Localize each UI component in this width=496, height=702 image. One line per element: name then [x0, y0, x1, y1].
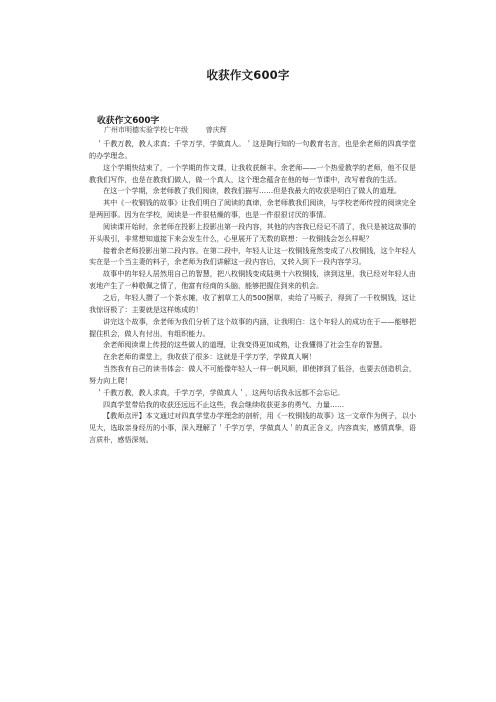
teacher-comment: 【教师点评】本文通过对四真学堂办学理念的剖析，用《一枚铜钱的故事》这一文章作为例子，以小见大，选取亲身经历的小事，深入理解了＇千学万学，学做真人＇的真正含义，内容真实，感情真挚，语言质朴，感悟深刻。: [89, 411, 416, 445]
paragraph-11: 在余老师的课堂上，我收获了很多：这就是千学万学，学做真人啊！: [103, 352, 316, 362]
paragraph-4: 其中《一枚铜钱的故事》让我们明白了阅读的真谛，余老师教我们阅读，与学校老师传授的阅读完全是两回事。因为在学校，阅读是一件很枯燥的事，也是一件很很讨厌的事情。: [89, 198, 416, 220]
byline: 广州市明德实验学校七年级 曾庆辉: [104, 126, 227, 134]
article-title: 收获作文600字: [97, 116, 160, 126]
paragraph-3: 在这一个学期，余老师教了我们阅读，教我们描写……但是我最大的收获是明白了做人的道理。: [103, 186, 401, 196]
paragraph-2: 这个学期快结束了，一个学期的作文课，让我收获颇丰。余老师——一个热爱教学的老师，他不仅是教我们写作，也是在教我们做人，做一个真人，这个理念蕴含在他的每一节课中，改写着我的生活。: [89, 162, 416, 184]
paragraph-7: 故事中的年轻人居然用自己的智慧，把八枚铜钱变成陆奥十六枚铜钱，读到这里，我已经对年轻人由衷地产生了一种敬佩之情了，他富有经商的头脑，能够把握住到来的机会。: [89, 269, 416, 291]
paragraph-12: 当然我有自己的读书体会：做人不可能像年轻人一样一帆风顺，即使摔到了低谷，也要去创造机会，努力向上爬！: [89, 364, 416, 385]
paragraph-6: 接着余老师投影出第二段内容。在第二段中，年轻人让这一枚铜钱竟然变成了八枚铜钱，这个年轻人实在是一个当主妻的料子，余老师为我们讲解这一段内容后，又转入到下一段内容学习。: [89, 245, 416, 267]
paragraph-1: ＇千教万教，教人求真；千学万学，学做真人。＇这是陶行知的一句教育名言，也是余老师的四真学堂的办学理念。: [89, 139, 416, 160]
paragraph-9: 讲完这个故事，余老师为我们分析了这个故事的内涵，让我明白：这个年轻人的成功在于——能够把握住机会，做人有付出，有组织能力。: [89, 316, 416, 338]
page-title: 收获作文600字: [206, 68, 290, 82]
paragraph-13: ＇千教万教，教人求真，千学万学，学做真人＇，这两句话我永远都不会忘记。: [96, 387, 345, 397]
paragraph-14: 四真学堂带给我的收获还远远不止这些，我会继续收获更多的勇气、力量……: [103, 399, 345, 409]
paragraph-10: 余老师阅读课上传授的这些做人的道理，让我变得更加成熟，让我懂得了社会生存的智慧。: [103, 340, 387, 350]
article-body: [89, 138, 416, 446]
paragraph-8: 之后，年轻人攒了一个茶水摊，收了割草工人的500捆草，卖给了马贩子，得到了一千枚铜钱，这让我惊讶极了：主要就是这样炼成的！: [89, 292, 416, 314]
paragraph-5: 阅读课开始时，余老师在投影上投影出第一段内容，其他的内容我已经记不清了，我只是被这故事的开头吸引，非常想知道接下来会发生什么，心里展开了无数的联想：一枚铜钱会怎么样呢？: [89, 221, 416, 243]
